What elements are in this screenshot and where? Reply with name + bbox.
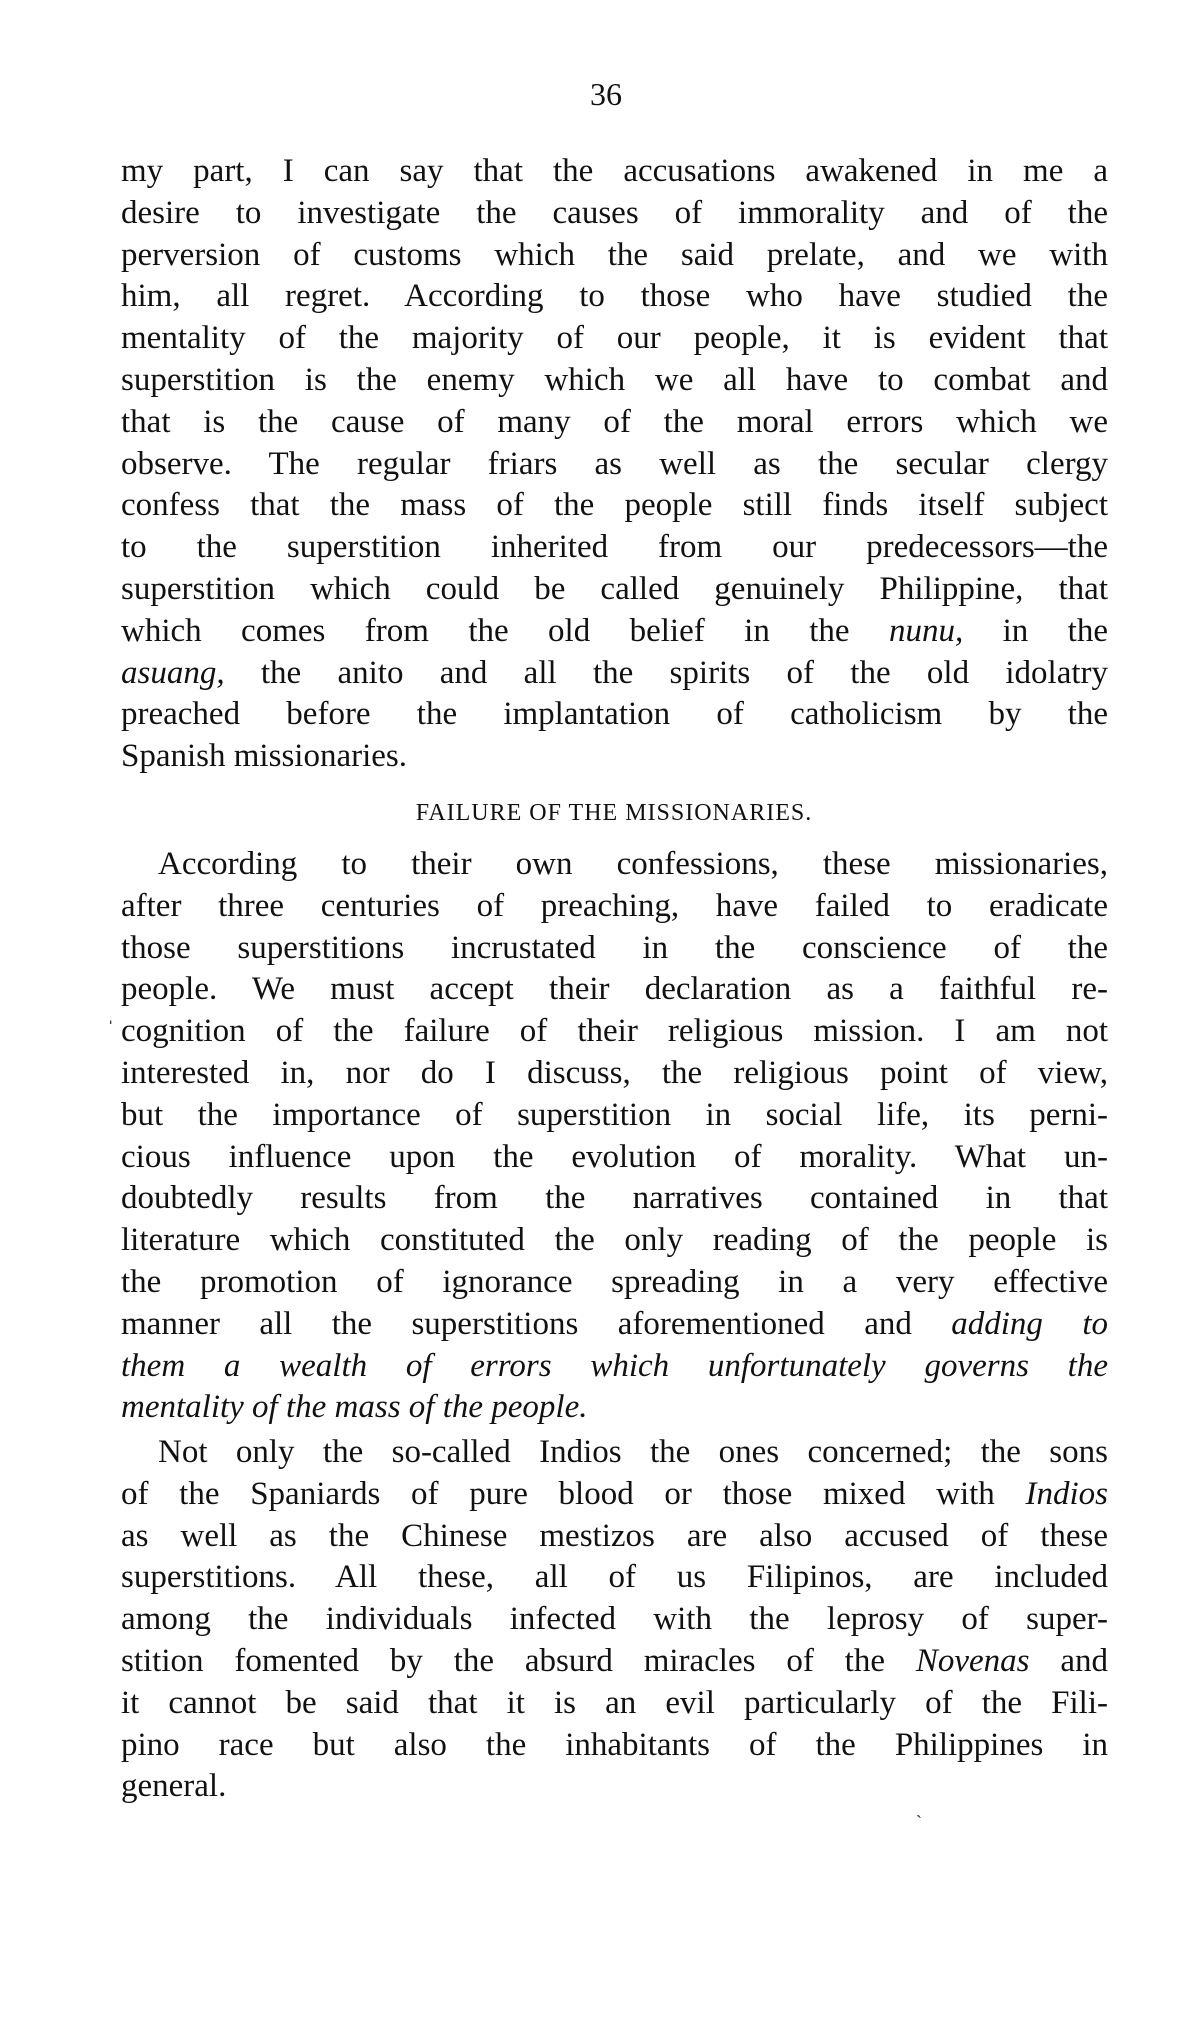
text-run: people. We must accept their declaration as a faithful re- [121,971,1108,1007]
text-line [121,150,1108,192]
text-line [121,1431,1108,1473]
text-line [121,317,1108,359]
text-run: the promotion of ignorance spreading in a very effective [121,1264,1108,1300]
italic-text: adding to [951,1306,1108,1342]
text-run: doubtedly results from the narratives contained in that [121,1180,1108,1216]
text-line [121,1556,1108,1598]
text-run: superstition is the enemy which we all have to combat and [121,362,1108,398]
text-run: after three centuries of preaching, have failed to eradicate [121,888,1108,924]
text-line [121,1010,1108,1052]
page-number: 36 [590,76,622,112]
italic-text: them a wealth of errors which unfortunately governs the [121,1348,1108,1384]
text-line [121,234,1108,276]
italic-text: Novenas [915,1643,1030,1679]
text-run: pino race but also the inhabitants of the Philippines in [121,1727,1108,1763]
text-line [121,1136,1108,1178]
text-line [121,1640,1108,1682]
text-line [121,192,1108,234]
text-run: manner all the superstitions aforementioned and [121,1306,952,1342]
text-line [121,885,1108,927]
text-run: it cannot be said that it is an evil particularly of the Fili- [121,1685,1108,1721]
text-line [121,652,1108,694]
text-line [121,1473,1108,1515]
text-line [121,843,1108,885]
scan-mark: ˎ [916,1798,922,1818]
text-line [121,1219,1108,1261]
text-run: but the importance of superstition in social life, its perni- [121,1097,1108,1133]
text-line [121,1724,1108,1766]
text-line [121,1094,1108,1136]
italic-text: mentality of the mass of the people. [121,1389,588,1425]
text-run: desire to investigate the causes of immorality and of the [121,195,1108,231]
text-line [121,401,1108,443]
text-line [121,610,1108,652]
italic-text: asuang, [121,655,225,691]
text-run: stition fomented by the absurd miracles of the [121,1643,916,1679]
text-run: superstition which could be called genuinely Philippine, that [121,571,1108,607]
text-line [121,568,1108,610]
text-run: among the individuals infected with the leprosy of super- [121,1601,1108,1637]
text-line [121,1598,1108,1640]
italic-text: Indios [1025,1476,1108,1512]
text-line [121,1052,1108,1094]
text-line [121,1303,1108,1345]
text-line [121,1177,1108,1219]
text-run: According to their own confessions, these missionaries, [158,846,1108,882]
text-line [121,693,1108,735]
text-run: superstitions. All these, all of us Filipinos, are included [121,1559,1108,1595]
text-run: those superstitions incrustated in the conscience of the [121,930,1108,966]
text-run: as well as the Chinese mestizos are also accused of these [121,1518,1108,1554]
text-run: my part, I can say that the accusations awakened in me a [121,153,1108,189]
text-run: in the [963,613,1109,649]
scan-mark: ˈ [107,1016,115,1041]
text-run: cious influence upon the evolution of morality. What un- [121,1139,1108,1175]
text-run: confess that the mass of the people still finds itself subject [121,487,1108,523]
text-line [121,1386,1108,1428]
text-line [121,275,1108,317]
section-heading: FAILURE OF THE MISSIONARIES. [415,800,813,826]
italic-text: nunu, [888,613,964,649]
text-run: to the superstition inherited from our predecessors—the [121,529,1108,565]
text-line [121,735,1108,777]
text-line [121,1345,1108,1387]
text-run: Not only the so-called Indios the ones concerned; the sons [158,1434,1108,1470]
text-line [121,443,1108,485]
text-line [121,1682,1108,1724]
text-line [121,1515,1108,1557]
text-run: general. [121,1768,227,1804]
text-run: literature which constituted the only reading of the people is [121,1222,1108,1258]
text-run: and [1029,1643,1108,1679]
text-run: the anito and all the spirits of the old idolatry [224,655,1108,691]
text-run: cognition of the failure of their religious mission. I am not [121,1013,1108,1049]
text-line [121,1261,1108,1303]
text-line [121,484,1108,526]
text-run: mentality of the majority of our people, it is evident that [121,320,1108,356]
text-run: that is the cause of many of the moral errors which we [121,404,1108,440]
text-line [121,526,1108,568]
text-run: preached before the implantation of catholicism by the [121,696,1108,732]
text-line [121,968,1108,1010]
text-run: Spanish missionaries. [121,738,407,774]
text-run: which comes from the old belief in the [121,613,889,649]
text-run: perversion of customs which the said prelate, and we with [121,237,1108,273]
text-line [121,927,1108,969]
text-run: observe. The regular friars as well as the secular clergy [121,446,1108,482]
text-line [121,359,1108,401]
text-run: of the Spaniards of pure blood or those mixed with [121,1476,1026,1512]
text-run: interested in, nor do I discuss, the religious point of view, [121,1055,1108,1091]
text-run: him, all regret. According to those who have studied the [121,278,1108,314]
text-line [121,1765,1108,1807]
